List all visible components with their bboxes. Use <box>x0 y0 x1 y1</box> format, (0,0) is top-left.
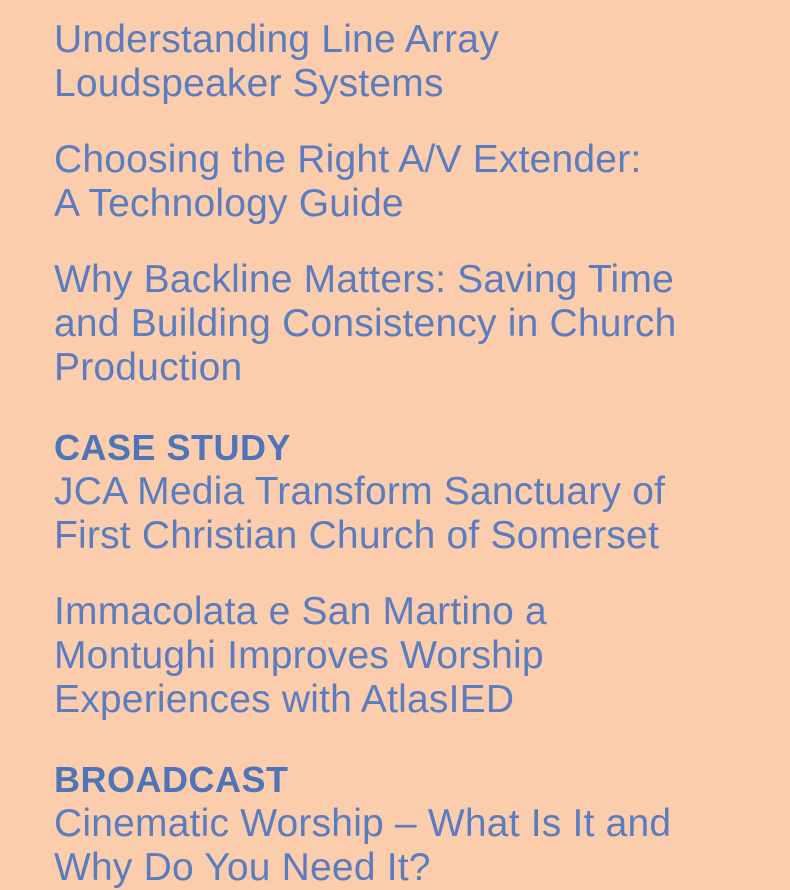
article-link-understanding-line-array[interactable] <box>54 18 750 106</box>
article-link-immacolata-san-martino[interactable] <box>54 590 750 722</box>
article-title-line: Cinematic Worship – What Is It and <box>54 802 672 845</box>
article-title-line: Experiences with AtlasIED <box>54 678 515 721</box>
article-link-av-extender-guide[interactable] <box>54 138 750 226</box>
article-link-cinematic-worship[interactable] <box>54 802 750 890</box>
article-item <box>54 18 750 106</box>
article-item <box>54 258 750 390</box>
article-link-jca-media-somerset[interactable] <box>54 470 750 558</box>
article-item <box>54 590 750 722</box>
article-title-line: Immacolata e San Martino a <box>54 590 547 633</box>
article-title-line: Montughi Improves Worship <box>54 634 544 677</box>
article-title-line: Loudspeaker Systems <box>54 62 444 105</box>
article-title-line: A Technology Guide <box>54 182 404 225</box>
article-item <box>54 426 750 558</box>
category-label-case-study: CASE STUDY <box>54 427 292 468</box>
category-label-broadcast: BROADCAST <box>54 759 289 800</box>
article-title-line: Understanding Line Array <box>54 18 499 61</box>
article-title-line: and Building Consistency in Church <box>54 302 677 345</box>
article-title-line: Production <box>54 346 243 389</box>
article-title-line: Choosing the Right A/V Extender: <box>54 138 642 181</box>
article-item <box>54 138 750 226</box>
article-title-line: JCA Media Transform Sanctuary of <box>54 470 666 513</box>
article-title-line: First Christian Church of Somerset <box>54 514 659 557</box>
article-title-line: Why Backline Matters: Saving Time <box>54 258 674 301</box>
article-item <box>54 758 750 890</box>
article-title-line: Why Do You Need It? <box>54 846 431 889</box>
article-link-why-backline-matters[interactable] <box>54 258 750 390</box>
